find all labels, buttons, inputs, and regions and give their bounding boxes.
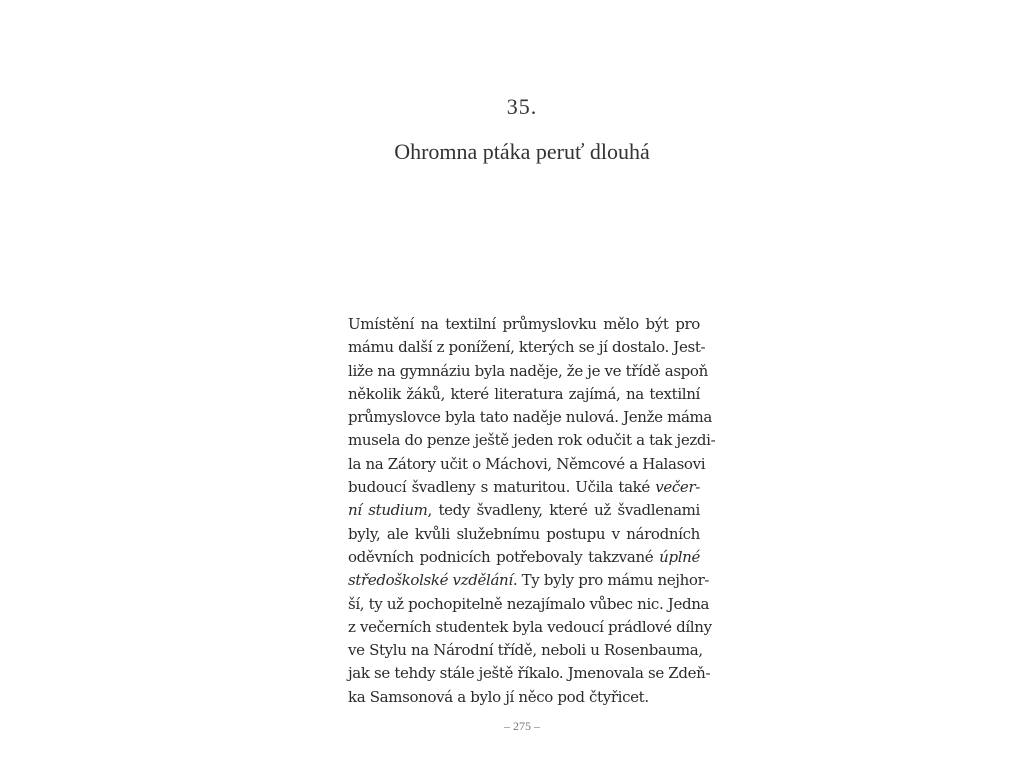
text-run: byly, ale kvůli služebnímu postupu v národních	[348, 524, 700, 543]
text-run: jak se tehdy stále ještě říkalo. Jmenovala se Zdeň-	[348, 664, 711, 683]
text-run: musela do penze ještě jeden rok odučit a tak jezdi-	[348, 431, 716, 450]
italic-text: ní studium	[348, 501, 428, 520]
text-run: několik žáků, které literatura zajímá, na textilní	[348, 384, 700, 403]
text-line	[348, 383, 700, 406]
text-run: mámu další z ponížení, kterých se jí dostalo. Jest-	[348, 338, 706, 357]
text-run: . Ty byly pro mámu nejhor-	[512, 571, 710, 590]
text-run: oděvních podnicích potřebovaly takzvané	[348, 547, 660, 566]
page-number: – 275 –	[504, 719, 540, 733]
text-run: , tedy švadleny, které už švadlenami	[427, 501, 700, 520]
text-run: Umístění na textilní průmyslovku mělo být pro	[348, 315, 700, 333]
text-line	[348, 616, 712, 639]
italic-text: středoškolské vzdělání	[348, 571, 513, 590]
text-line	[348, 593, 710, 616]
text-run: ka Samsonová a bylo jí něco pod čtyřicet.	[348, 687, 649, 706]
text-line	[348, 453, 706, 476]
text-line	[348, 336, 706, 359]
text-line	[348, 429, 716, 452]
text-run: la na Zátory učit o Máchovi, Němcové a Halasovi	[348, 454, 706, 473]
text-run: z večerních studentek byla vedoucí prádlové dílny	[348, 617, 712, 636]
text-line	[348, 476, 700, 499]
body-paragraph	[348, 313, 716, 709]
text-line	[348, 499, 700, 522]
text-run: průmyslovce byla tato naděje nulová. Jenže máma	[348, 408, 713, 427]
text-run: ve Stylu na Národní třídě, neboli u Rosenbauma,	[348, 641, 703, 660]
text-line	[348, 406, 713, 429]
text-line	[348, 523, 700, 546]
text-run: ší, ty už pochopitelně nezajímalo vůbec nic. Jedna	[348, 594, 710, 613]
italic-text: úplné	[659, 547, 700, 566]
text-line	[348, 569, 710, 592]
chapter-title: Ohromna ptáka peruť dlouhá	[394, 139, 650, 164]
text-line	[348, 639, 703, 662]
text-line	[348, 546, 700, 569]
chapter-number: 35.	[506, 94, 538, 119]
text-run: budoucí švadleny s maturitou. Učila také	[348, 478, 656, 497]
text-line	[348, 662, 711, 685]
text-run: liže na gymnáziu byla naděje, že je ve třídě aspoň	[348, 361, 708, 380]
text-line	[348, 360, 708, 383]
text-line	[348, 686, 700, 709]
italic-text: večer-	[655, 478, 700, 497]
text-line	[348, 313, 700, 336]
